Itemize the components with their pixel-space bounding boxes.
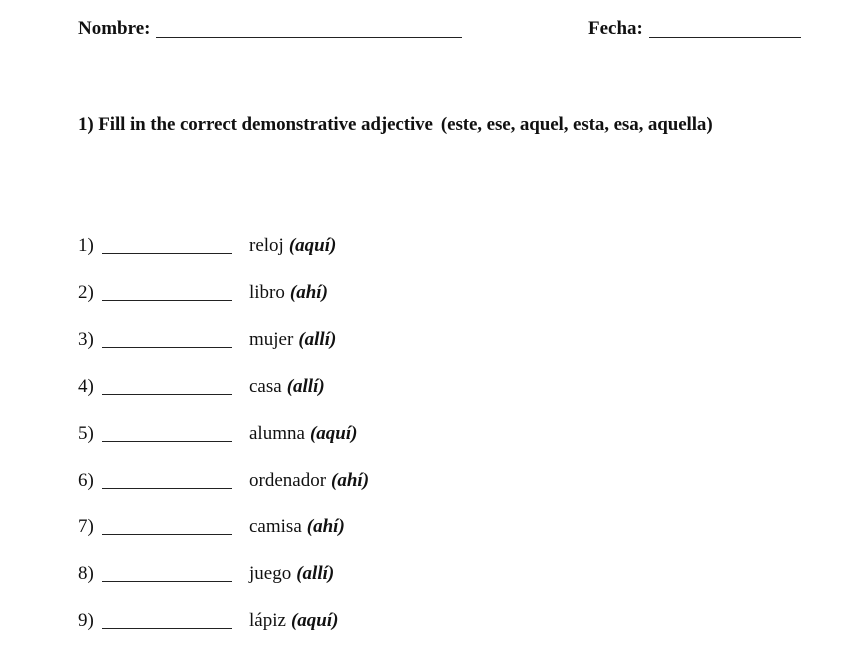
item-number: 1) <box>78 235 94 256</box>
item-word-group <box>249 373 325 401</box>
item-noun: alumna <box>249 423 305 444</box>
item-noun: reloj <box>249 235 284 256</box>
item-word-group <box>249 513 345 541</box>
item-location: (ahí) <box>331 470 370 491</box>
answer-blank[interactable] <box>102 607 232 629</box>
item-number: 4) <box>78 376 94 397</box>
date-field <box>588 16 801 42</box>
answer-blank[interactable] <box>102 560 232 582</box>
name-label: Nombre: <box>78 18 151 39</box>
answer-blank[interactable] <box>102 420 232 442</box>
answer-blank[interactable] <box>102 279 232 301</box>
item-word-group <box>249 560 334 588</box>
item-noun: casa <box>249 376 282 397</box>
item-word-group <box>249 467 369 495</box>
answer-blank[interactable] <box>102 326 232 348</box>
date-label: Fecha: <box>588 18 643 39</box>
item-word-group <box>249 279 328 307</box>
item-number: 9) <box>78 610 94 631</box>
item-noun: ordenador <box>249 470 327 491</box>
item-number: 7) <box>78 516 94 537</box>
date-blank[interactable] <box>649 17 801 38</box>
answer-blank[interactable] <box>102 232 232 254</box>
item-word-group <box>249 420 357 448</box>
item-location: (allí) <box>296 563 335 584</box>
exercise-instruction <box>78 110 798 140</box>
item-word-group <box>249 326 336 354</box>
item-noun: lápiz <box>249 610 286 631</box>
item-number: 2) <box>78 282 94 303</box>
item-number: 8) <box>78 563 94 584</box>
item-number: 3) <box>78 329 94 350</box>
name-blank[interactable] <box>156 17 462 38</box>
item-location: (aquí) <box>288 235 337 256</box>
name-field <box>78 16 462 42</box>
item-noun: juego <box>249 563 292 584</box>
item-noun: mujer <box>249 329 294 350</box>
item-location: (aquí) <box>309 423 358 444</box>
item-word-group <box>249 232 336 260</box>
answer-blank[interactable] <box>102 513 232 535</box>
item-noun: camisa <box>249 516 302 537</box>
item-location: (aquí) <box>290 610 339 631</box>
item-location: (ahí) <box>289 282 328 303</box>
instruction-options: (este, ese, aquel, esta, esa, aquella) <box>440 114 713 135</box>
answer-blank[interactable] <box>102 373 232 395</box>
item-location: (ahí) <box>306 516 345 537</box>
item-number: 6) <box>78 470 94 491</box>
item-noun: libro <box>249 282 285 303</box>
answer-blank[interactable] <box>102 467 232 489</box>
instruction-text: 1) Fill in the correct demonstrative adjective <box>78 114 433 135</box>
item-location: (allí) <box>298 329 337 350</box>
item-location: (allí) <box>286 376 325 397</box>
item-number: 5) <box>78 423 94 444</box>
item-word-group <box>249 607 338 635</box>
